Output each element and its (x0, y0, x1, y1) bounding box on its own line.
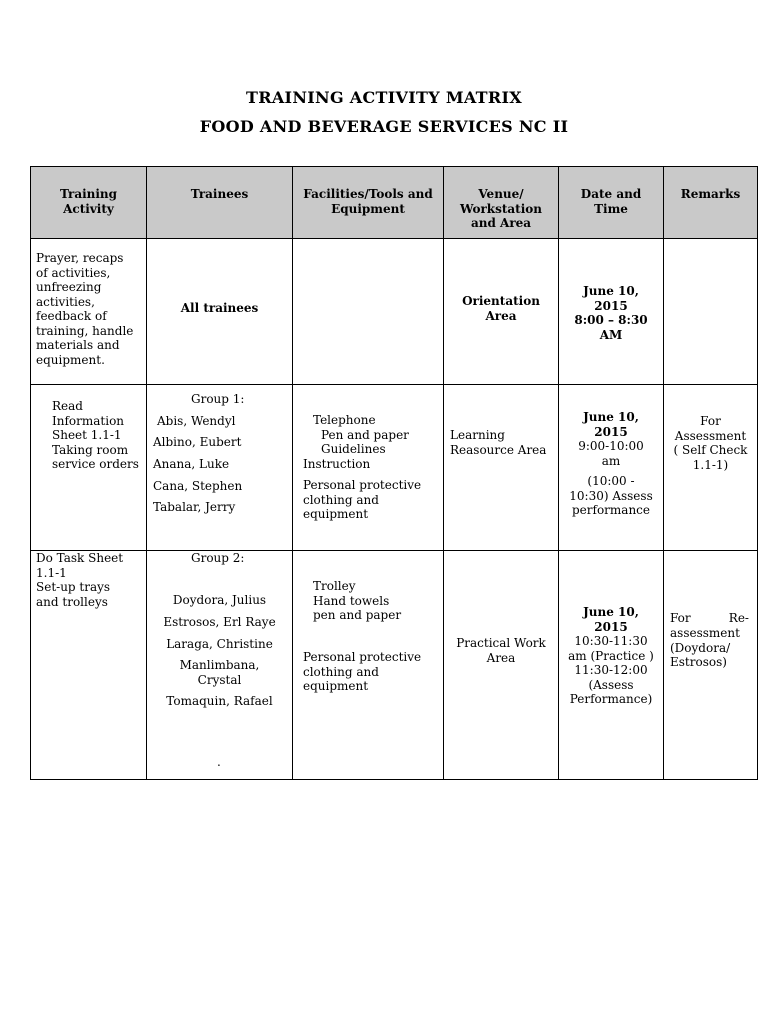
trainee-name: Estrosos, Erl Raye (163, 615, 276, 629)
date-time-cell: June 10, 2015 10:30-11:30 am (Practice ) 11:30-12:00 (Assess Performance) (559, 551, 664, 780)
facility-item: Instruction (303, 457, 371, 471)
trainee-name: Anana, Luke (153, 457, 230, 471)
trainee-name: Abis, Wendyl (157, 414, 236, 428)
trainee-name: Doydora, Julius (172, 593, 267, 607)
trainee-name: Tomaquin, Rafael (166, 694, 273, 708)
header-date-time: Date and Time (559, 167, 664, 239)
document-title: TRAINING ACTIVITY MATRIX (246, 88, 522, 107)
facilities-cell (293, 239, 444, 385)
header-training-activity: Training Activity (31, 167, 147, 239)
venue-cell: Practical Work Area (444, 551, 559, 780)
activity-matrix-table (30, 166, 758, 780)
activity-cell: Read Information Sheet 1.1-1 Taking room service orders (31, 385, 147, 551)
activity-cell: Do Task Sheet 1.1-1 Set-up trays and trolleys (31, 551, 147, 780)
trainees-cell (147, 385, 293, 551)
trainee-name: Tabalar, Jerry (153, 500, 236, 514)
venue-cell: Learning Reasource Area (444, 385, 559, 551)
header-trainees: Trainees (147, 167, 293, 239)
facility-item: Guidelines (321, 442, 386, 456)
facilities-cell: Trolley Hand towels pen and paper Personal protective clothing and equipment (293, 551, 444, 780)
stray-mark: . (217, 755, 221, 769)
header-facilities: Facilities/Tools and Equipment (293, 167, 444, 239)
trainees-cell: All trainees (147, 239, 293, 385)
trainee-name: Albino, Eubert (153, 435, 242, 449)
group-label: Group 2: (191, 551, 245, 565)
header-remarks: Remarks (664, 167, 758, 239)
facility-item: Pen and paper (321, 428, 409, 442)
trainees-cell: Group 2: Doydora, Julius Estrosos, Erl Raye Laraga, Christine Manlimbana, Crystal Tomaquin, Rafael . (147, 551, 293, 780)
table-header-row (31, 167, 758, 239)
document-subtitle: FOOD AND BEVERAGE SERVICES NC II (199, 117, 569, 136)
trainee-name: Cana, Stephen (153, 479, 243, 493)
facility-item: Telephone (313, 413, 376, 427)
table-row (31, 385, 758, 551)
venue-cell: Orientation Area (444, 239, 559, 385)
activity-cell: Prayer, recaps of activities, unfreezing activities, feedback of training, handle materials and equipment. (31, 239, 147, 385)
trainee-name: Laraga, Christine (166, 637, 273, 651)
date-time-cell: June 10, 2015 9:00-10:00 am (10:00 - 10:30) Assess performance (559, 385, 664, 551)
table-row (31, 239, 758, 385)
facilities-cell: Telephone Pen and paper Guidelines Instruction Personal protective clothing and equipment (293, 385, 444, 551)
header-venue: Venue/ Workstation and Area (444, 167, 559, 239)
date-time-cell: June 10, 2015 8:00 – 8:30 AM (559, 239, 664, 385)
table-row (31, 551, 758, 780)
remarks-cell: For Re- assessment (Doydora/ Estrosos) (664, 551, 758, 780)
remarks-cell: For Assessment ( Self Check 1.1-1) (664, 385, 758, 551)
remarks-cell (664, 239, 758, 385)
group-label: Group 1: (191, 392, 245, 406)
